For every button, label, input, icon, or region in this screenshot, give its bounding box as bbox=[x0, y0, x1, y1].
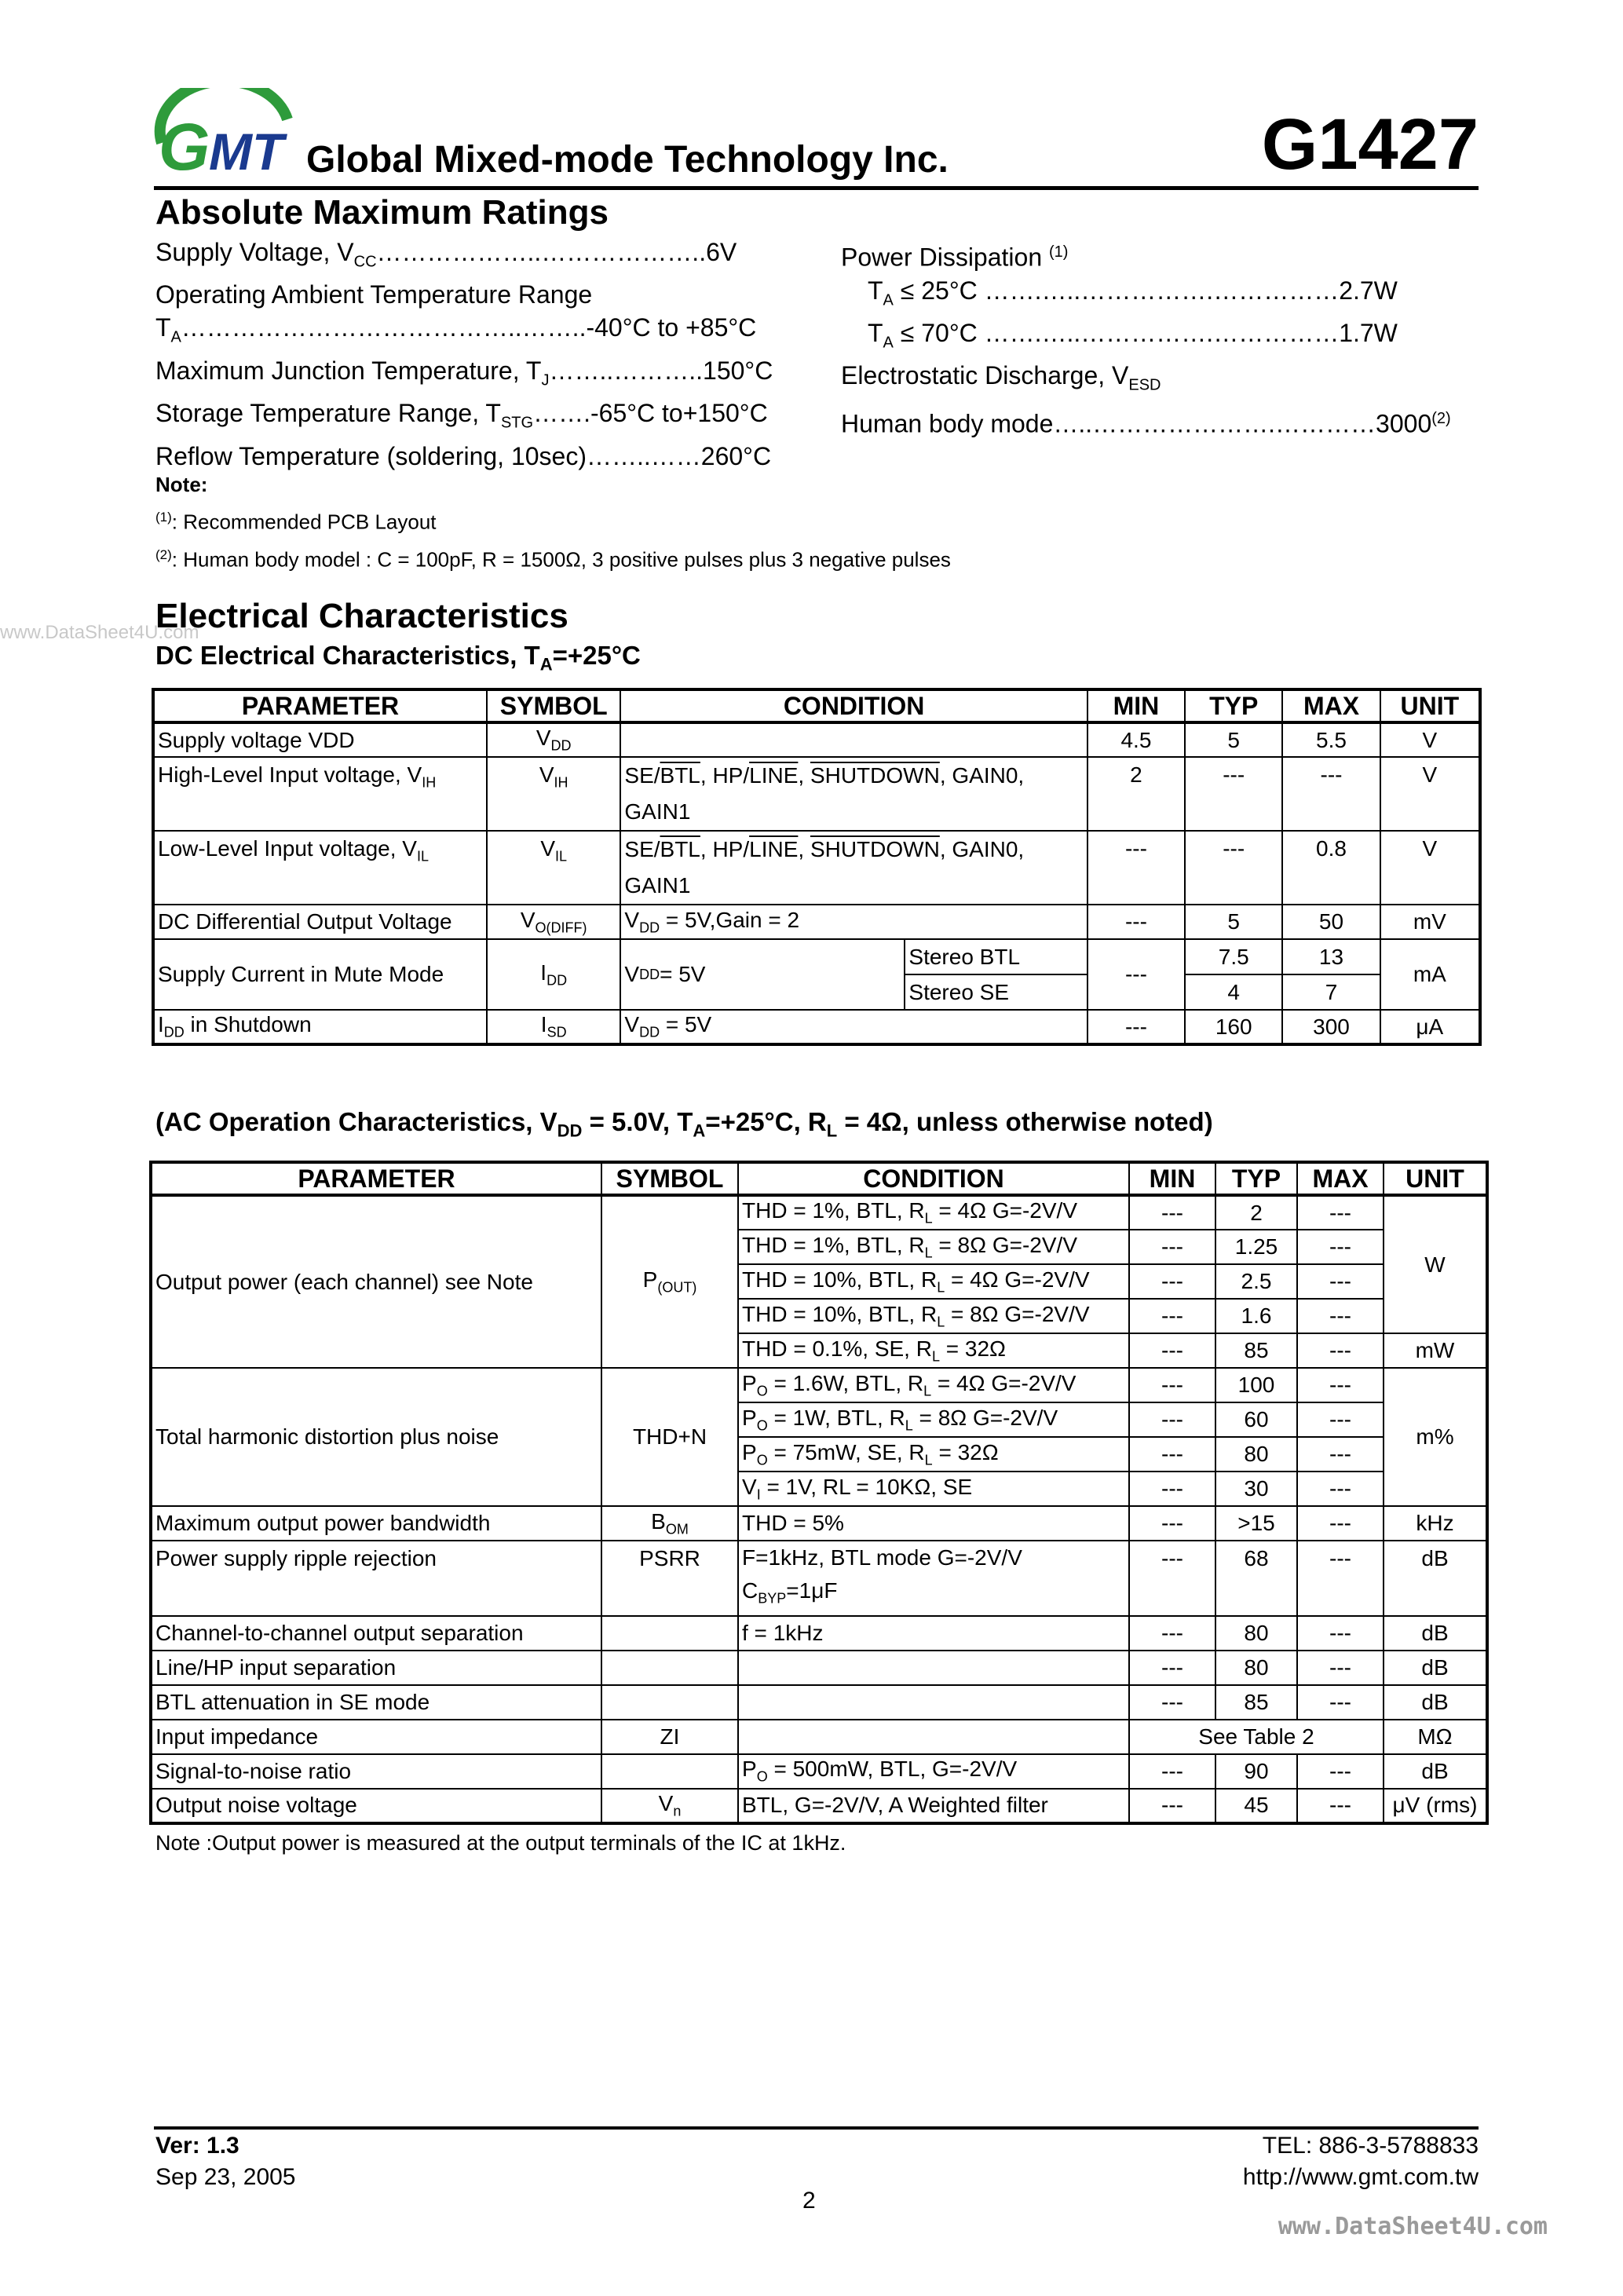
footer-version: Ver: 1.3 bbox=[155, 2133, 239, 2159]
page-number: 2 bbox=[802, 2188, 816, 2214]
table-row: $V_I = 1V$, RL = 10KΩ, SE --- 30 --- bbox=[151, 1472, 1487, 1506]
ac-col-unit: UNIT bbox=[1384, 1162, 1487, 1195]
ac-note: Note :Output power is measured at the output terminals of the IC at 1kHz. bbox=[155, 1831, 846, 1855]
svg-text:MT: MT bbox=[209, 122, 284, 174]
rating-pd-70c: $T_A \le 70^\circ C$ …….…..…………….……………1.7W bbox=[868, 319, 1398, 352]
table-row: THD = 10%, BTL, $R_L = 4\Omega$ G=-2V/V --- 2.5 --- bbox=[151, 1264, 1487, 1299]
company-name: Global Mixed-mode Technology Inc. bbox=[306, 139, 949, 181]
header-rule bbox=[154, 186, 1479, 190]
part-number: G1427 bbox=[1261, 104, 1479, 185]
table-row: Channel-to-channel output separation f = 1kHz --- 80 --- dB bbox=[151, 1616, 1487, 1651]
ac-col-typ: TYP bbox=[1215, 1162, 1297, 1195]
dc-col-unit: UNIT bbox=[1380, 689, 1480, 722]
svg-text:G: G bbox=[159, 110, 210, 174]
dc-title: DC Electrical Characteristics, $T_A=+25^\circ C$ bbox=[155, 641, 641, 675]
ac-header-row bbox=[151, 1162, 1487, 1195]
watermark-footer[interactable]: www.DataSheet4U.com bbox=[1278, 2213, 1548, 2240]
ac-col-parameter: PARAMETER bbox=[151, 1162, 601, 1195]
note-1: $^{(1)}$: Recommended PCB Layout bbox=[155, 510, 437, 534]
dc-col-min: MIN bbox=[1087, 689, 1185, 722]
watermark-left: www.DataSheet4U.com bbox=[0, 622, 199, 643]
gmt-logo bbox=[154, 88, 294, 174]
rating-ambient-temp-range: $T_A\dots\dots\dots\dots\dots\dots\dots\dots\dots\dots\dots\dots\dots..\dots\dots..-40^\circ C$ to +85°C bbox=[155, 313, 757, 346]
rating-pd-25c: $T_A \le 25^\circ C$ …….…..…………….……………2.7W bbox=[868, 276, 1398, 309]
dc-col-symbol: SYMBOL bbox=[487, 689, 620, 722]
dc-col-max: MAX bbox=[1282, 689, 1380, 722]
rating-power-dissipation: Power Dissipation $^{(1)}$ bbox=[841, 243, 1069, 272]
ac-table bbox=[149, 1161, 1489, 1825]
note-2: $^{(2)}$: Human body model : C = 100pF, R = 1500Ω, 3 positive pulses plus 3 negative pulses bbox=[155, 547, 951, 572]
table-row: $I_{DD}$ in Shutdown $I_{SD}$ $V_{DD} = 5V$ --- 160 300 μA bbox=[153, 1010, 1480, 1044]
table-row: High-Level Input voltage, $V_{IH}$ $V_{IH}$ $SE/\overline{BTL}$, HP/LINE, SHUTDOWN, GAIN0, GAIN1 2 --- --- V bbox=[153, 757, 1480, 831]
ac-col-max: MAX bbox=[1297, 1162, 1384, 1195]
table-row: Power supply ripple rejection PSRR F=1kHz, BTL mode G=-2V/V $C_{BYP}=1\mu F$ --- 68 --- dB bbox=[151, 1541, 1487, 1616]
abs-max-title: Absolute Maximum Ratings bbox=[155, 193, 609, 232]
ac-col-symbol: SYMBOL bbox=[601, 1162, 738, 1195]
table-row: $P_O = 1W$, BTL, $R_L = 8\Omega$ G=-2V/V --- 60 --- bbox=[151, 1402, 1487, 1437]
table-row: Input impedance ZI See Table 2 MΩ bbox=[151, 1720, 1487, 1754]
table-row: Line/HP input separation --- 80 --- dB bbox=[151, 1651, 1487, 1685]
table-row: Maximum output power bandwidth $B_{OM}$ THD = 5% --- >15 --- kHz bbox=[151, 1506, 1487, 1541]
table-row: THD = 1%, BTL, $R_L = 8\Omega$ G=-2V/V --- 1.25 --- bbox=[151, 1230, 1487, 1264]
ac-title: (AC Operation Characteristics, $V_{DD} = 5.0V$, $T_A=+25^\circ C$, $R_L = 4\Omega$, unless otherwise noted) bbox=[155, 1107, 1213, 1141]
rating-supply-voltage: Supply Voltage, $V_{CC}\dots\dots\dots\dots\dots\dots..\dots\dots\dots\dots\dots\dots..6V$ bbox=[155, 238, 737, 271]
abs-max-left bbox=[155, 236, 773, 473]
table-row: Supply Current in Mute Mode $I_{DD}$ V DD = 5V Stereo BTL Stereo SE --- 7.5 13 mA bbox=[153, 939, 1480, 974]
rating-storage-temp: Storage Temperature Range, $T_{STG}\dots\dots.-65^\circ C$ to+150°C bbox=[155, 399, 768, 432]
notes-title: Note: bbox=[155, 473, 208, 496]
dc-header-row bbox=[153, 689, 1480, 722]
ac-col-condition: CONDITION bbox=[738, 1162, 1129, 1195]
rating-ambient-temp: Operating Ambient Temperature Range bbox=[155, 280, 593, 309]
footer-tel: TEL: 886-3-5788833 bbox=[1262, 2133, 1479, 2159]
dc-col-condition: CONDITION bbox=[620, 689, 1087, 722]
table-row: $P_O = 75mW$, SE, $R_L = 32\Omega$ --- 80 --- bbox=[151, 1437, 1487, 1472]
table-row: Output power (each channel) see Note $P_{(OUT)}$ THD = 1%, BTL, $R_L = 4\Omega$ G=-2V/V --- 2 --- W bbox=[151, 1195, 1487, 1230]
ac-col-min: MIN bbox=[1129, 1162, 1215, 1195]
table-row: Total harmonic distortion plus noise THD+N $P_O = 1.6W$, BTL, $R_L = 4\Omega$ G=-2V/V --- 100 --- m% bbox=[151, 1368, 1487, 1402]
table-row: THD = 10%, BTL, $R_L = 8\Omega$ G=-2V/V --- 1.6 --- bbox=[151, 1299, 1487, 1333]
table-row: Output noise voltage $V_n$ BTL, G=-2V/V, A Weighted filter --- 45 --- μV (rms) bbox=[151, 1789, 1487, 1823]
dc-col-parameter: PARAMETER bbox=[153, 689, 487, 722]
table-row: Signal-to-noise ratio $P_O = 500mW$, BTL, G=-2V/V --- 90 --- dB bbox=[151, 1754, 1487, 1789]
abs-max-right bbox=[841, 236, 1451, 440]
dc-col-typ: TYP bbox=[1185, 689, 1282, 722]
elec-title: Electrical Characteristics bbox=[155, 597, 568, 635]
notes-block bbox=[155, 468, 951, 576]
rating-junction-temp: Maximum Junction Temperature, $T_J\dots\dots..\dots\dots\dots..150^\circ C$ bbox=[155, 356, 773, 389]
footer-rule bbox=[154, 2126, 1479, 2130]
rating-reflow-temp: Reflow Temperature (soldering, 10sec)……..……260°C bbox=[155, 441, 772, 470]
footer-date: Sep 23, 2005 bbox=[155, 2164, 296, 2190]
table-row: Low-Level Input voltage, $V_{IL}$ $V_{IL}$ $SE/\overline{BTL}$, HP/LINE, SHUTDOWN, GAIN0, GAIN1 --- --- 0.8 V bbox=[153, 831, 1480, 905]
footer-url[interactable]: http://www.gmt.com.tw bbox=[1242, 2164, 1479, 2190]
table-row: BTL attenuation in SE mode --- 85 --- dB bbox=[151, 1685, 1487, 1720]
table-row: Supply voltage VDD $V_{DD}$ 4.5 5 5.5 V bbox=[153, 722, 1480, 757]
table-row: DC Differential Output Voltage $V_{O(DIFF)}$ $V_{DD}$ = 5V,Gain = 2 --- 5 50 mV bbox=[153, 905, 1480, 939]
table-row: 4 7 bbox=[153, 974, 1480, 1010]
rating-esd: Electrostatic Discharge, $V_{ESD}$ bbox=[841, 361, 1161, 394]
rating-hbm: Human body mode…..………………….…………3000$^{(2)}$ bbox=[841, 409, 1451, 438]
table-row: THD = 0.1%, SE, $R_L = 32\Omega$ --- 85 --- mW bbox=[151, 1333, 1487, 1368]
dc-table bbox=[152, 688, 1482, 1046]
